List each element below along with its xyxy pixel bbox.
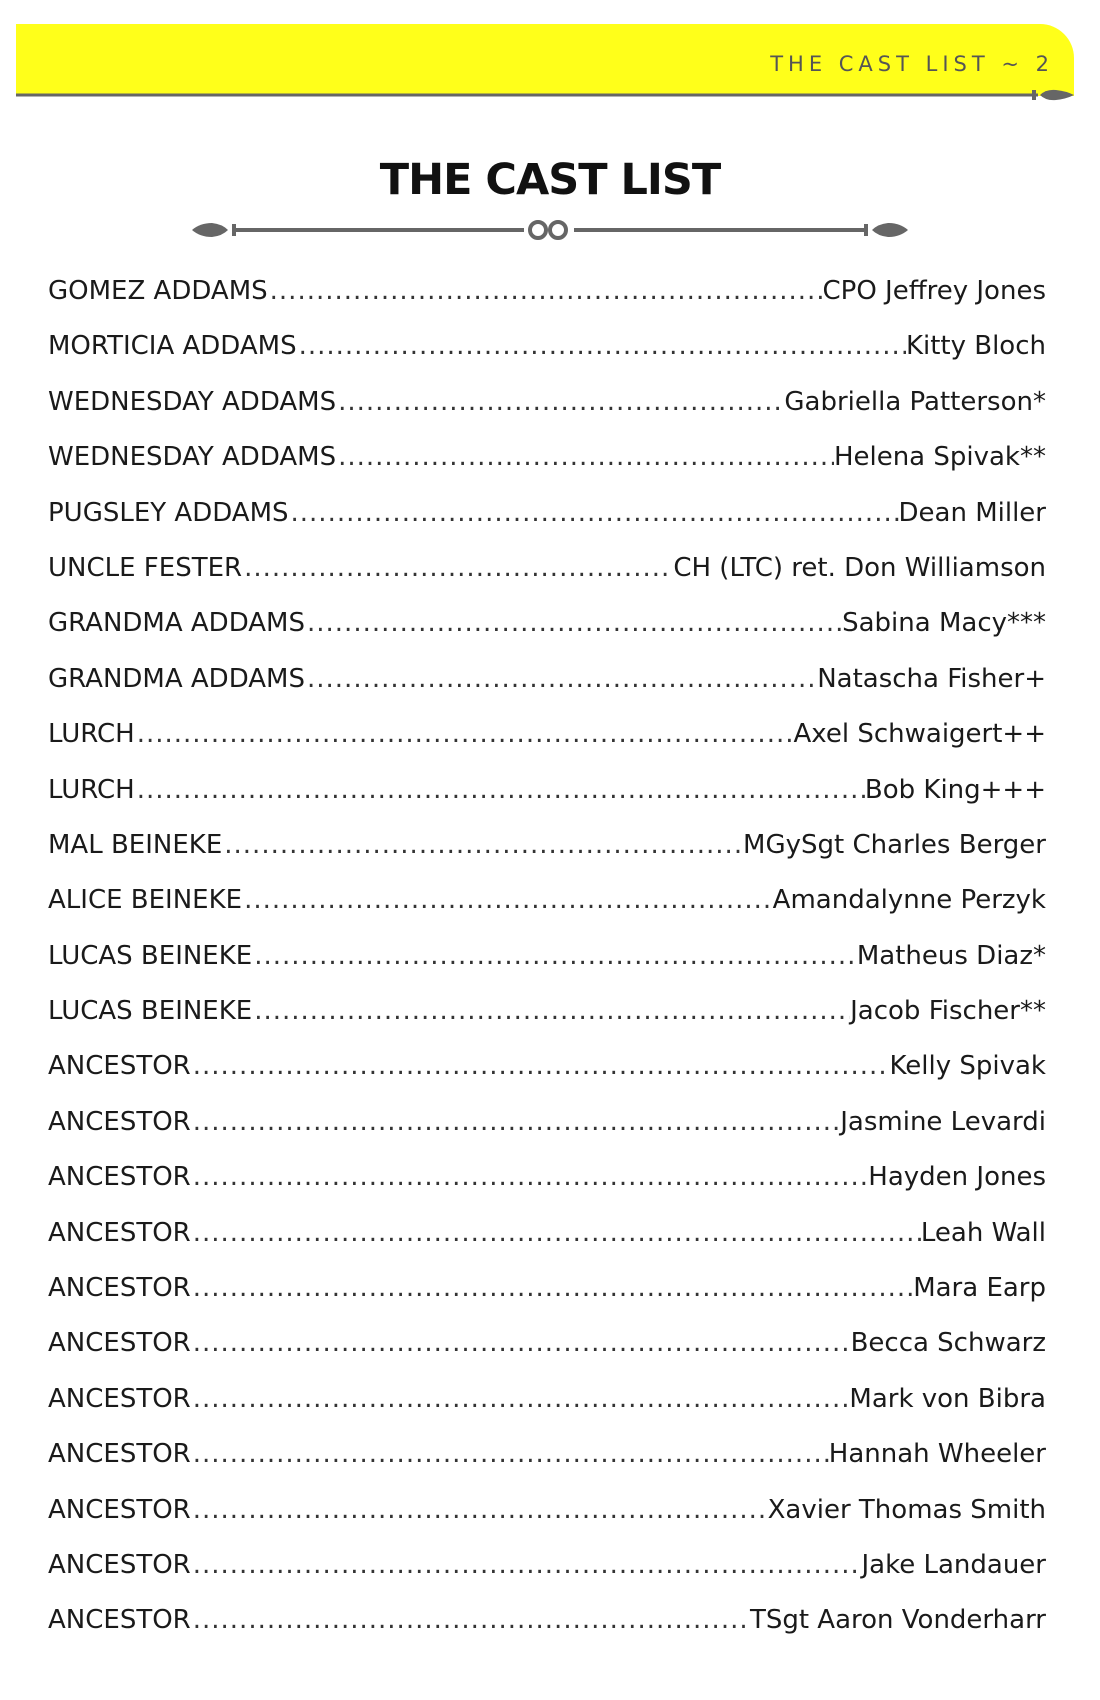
- actor-name: Sabina Macy***: [842, 608, 1046, 639]
- cast-row-ancestor-8: [48, 1439, 1046, 1494]
- actor-name: Jacob Fischer**: [850, 996, 1046, 1027]
- dot-leader: [336, 387, 784, 417]
- actor-name: Jake Landauer: [861, 1549, 1046, 1580]
- dot-leader: [191, 1605, 750, 1635]
- role-name: GRANDMA ADDAMS: [48, 663, 305, 694]
- dot-leader: [252, 941, 857, 971]
- actor-name: Kitty Bloch: [905, 331, 1046, 362]
- cast-row-grandma-2: [48, 664, 1046, 719]
- cast-row-ancestor-2: [48, 1107, 1046, 1162]
- dot-leader: [191, 1439, 829, 1469]
- role-name: LUCAS BEINEKE: [48, 996, 253, 1027]
- cast-row-wednesday-1: [48, 387, 1046, 442]
- actor-name: Kelly Spivak: [889, 1051, 1046, 1082]
- dot-leader: [297, 331, 906, 361]
- cast-row-gomez: [48, 276, 1046, 331]
- role-name: ANCESTOR: [48, 1273, 191, 1304]
- header-rule-ornament: [16, 88, 1076, 102]
- dot-leader: [305, 664, 817, 694]
- role-name: MORTICIA ADDAMS: [48, 331, 297, 362]
- dot-leader: [289, 498, 899, 528]
- role-name: UNCLE FESTER: [48, 552, 243, 583]
- actor-name: Gabriella Patterson*: [784, 386, 1046, 417]
- cast-row-lurch-1: [48, 719, 1046, 774]
- cast-row-lucas-1: [48, 941, 1046, 996]
- actor-name: Mark von Bibra: [849, 1383, 1046, 1414]
- role-name: LURCH: [48, 719, 135, 750]
- role-name: PUGSLEY ADDAMS: [48, 497, 289, 528]
- role-name: ANCESTOR: [48, 1439, 191, 1470]
- actor-name: Jasmine Levardi: [840, 1106, 1046, 1137]
- role-name: GRANDMA ADDAMS: [48, 608, 305, 639]
- dot-leader: [336, 442, 834, 472]
- role-name: ANCESTOR: [48, 1383, 191, 1414]
- header-band: [16, 24, 1074, 96]
- cast-row-ancestor-1: [48, 1051, 1046, 1106]
- role-name: GOMEZ ADDAMS: [48, 276, 268, 306]
- role-name: ANCESTOR: [48, 1106, 191, 1137]
- actor-name: Leah Wall: [920, 1217, 1046, 1248]
- actor-name: Becca Schwarz: [850, 1328, 1046, 1359]
- actor-name: Dean Miller: [898, 497, 1046, 528]
- dot-leader: [252, 996, 850, 1026]
- cast-list: [48, 276, 1046, 1661]
- actor-name: Hayden Jones: [868, 1162, 1046, 1193]
- role-name: ALICE BEINEKE: [48, 885, 243, 916]
- cast-row-lucas-2: [48, 996, 1046, 1051]
- role-name: WEDNESDAY ADDAMS: [48, 386, 337, 417]
- dot-leader: [242, 553, 673, 583]
- actor-name: Axel Schwaigert++: [793, 719, 1046, 750]
- role-name: MAL BEINEKE: [48, 829, 223, 860]
- dot-leader: [242, 885, 773, 915]
- actor-name: Matheus Diaz*: [856, 940, 1046, 971]
- actor-name: CPO Jeffrey Jones: [822, 276, 1046, 306]
- actor-name: Xavier Thomas Smith: [767, 1494, 1046, 1525]
- cast-row-ancestor-3: [48, 1162, 1046, 1217]
- cast-row-mal: [48, 830, 1046, 885]
- role-name: ANCESTOR: [48, 1605, 191, 1636]
- dot-leader: [268, 276, 823, 306]
- dot-leader: [135, 719, 794, 749]
- actor-name: TSgt Aaron Vonderharr: [749, 1605, 1046, 1636]
- cast-row-ancestor-11: [48, 1605, 1046, 1660]
- dot-leader: [222, 830, 743, 860]
- cast-row-fester: [48, 553, 1046, 608]
- dot-leader: [191, 1328, 851, 1358]
- dot-leader: [191, 1384, 850, 1414]
- actor-name: Mara Earp: [913, 1273, 1046, 1304]
- role-name: ANCESTOR: [48, 1051, 191, 1082]
- role-name: LURCH: [48, 774, 135, 805]
- cast-row-wednesday-2: [48, 442, 1046, 497]
- actor-name: CH (LTC) ret. Don Williamson: [673, 552, 1046, 583]
- cast-row-ancestor-6: [48, 1328, 1046, 1383]
- role-name: ANCESTOR: [48, 1217, 191, 1248]
- actor-name: Bob King+++: [864, 774, 1046, 805]
- actor-name: Hannah Wheeler: [828, 1439, 1046, 1470]
- dot-leader: [191, 1051, 890, 1081]
- role-name: ANCESTOR: [48, 1549, 191, 1580]
- cast-row-alice: [48, 885, 1046, 940]
- cast-row-ancestor-9: [48, 1495, 1046, 1550]
- role-name: LUCAS BEINEKE: [48, 940, 253, 971]
- role-name: ANCESTOR: [48, 1494, 191, 1525]
- actor-name: Natascha Fisher+: [817, 663, 1046, 694]
- cast-row-lurch-2: [48, 775, 1046, 830]
- page-title: THE CAST LIST: [379, 155, 721, 205]
- dot-leader: [191, 1162, 869, 1192]
- title-divider-ornament: [192, 218, 908, 242]
- cast-row-ancestor-4: [48, 1218, 1046, 1273]
- role-name: ANCESTOR: [48, 1328, 191, 1359]
- cast-row-ancestor-7: [48, 1384, 1046, 1439]
- cast-row-pugsley: [48, 498, 1046, 553]
- cast-row-ancestor-5: [48, 1273, 1046, 1328]
- role-name: ANCESTOR: [48, 1162, 191, 1193]
- cast-row-ancestor-10: [48, 1550, 1046, 1605]
- role-name: WEDNESDAY ADDAMS: [48, 442, 337, 473]
- actor-name: Amandalynne Perzyk: [772, 885, 1046, 916]
- dot-leader: [135, 775, 865, 805]
- dot-leader: [191, 1495, 768, 1525]
- dot-leader: [191, 1273, 913, 1303]
- running-header: THE CAST LIST ~ 2: [770, 52, 1054, 76]
- actor-name: Helena Spivak**: [833, 442, 1046, 473]
- dot-leader: [191, 1218, 921, 1248]
- dot-leader: [305, 608, 842, 638]
- dot-leader: [191, 1550, 862, 1580]
- actor-name: MGySgt Charles Berger: [743, 829, 1046, 860]
- cast-row-grandma-1: [48, 608, 1046, 663]
- cast-row-morticia: [48, 331, 1046, 386]
- dot-leader: [191, 1107, 841, 1137]
